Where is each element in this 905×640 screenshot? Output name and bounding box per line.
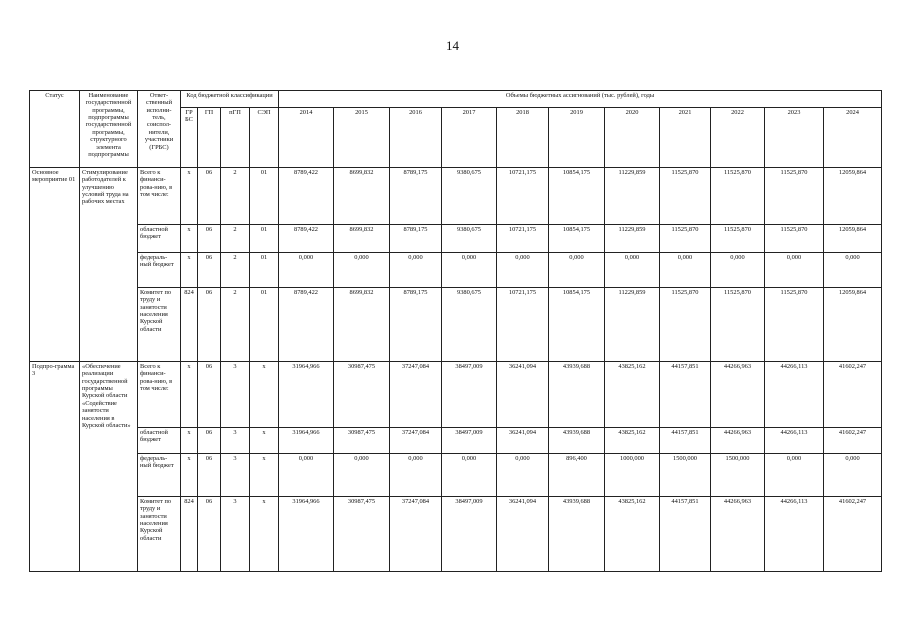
value-cell: 9380,675	[442, 225, 497, 253]
header-code-grbs: ГР БС	[181, 108, 198, 168]
value-cell: 8789,422	[279, 288, 334, 362]
value-cell: 11525,870	[660, 168, 711, 225]
value-cell: 0,000	[442, 454, 497, 497]
code-cell: 2	[221, 288, 250, 362]
value-cell: 11229,859	[605, 288, 660, 362]
value-cell: 43825,162	[605, 428, 660, 454]
value-cell: 41602,247	[824, 362, 882, 428]
value-cell: 37247,084	[390, 428, 442, 454]
code-cell: х	[250, 362, 279, 428]
value-cell: 0,000	[549, 253, 605, 288]
row-executor: Комитет по труду и занятости населения Курской области	[138, 497, 181, 572]
code-cell: х	[250, 428, 279, 454]
value-cell: 44266,113	[765, 497, 824, 572]
code-cell: 3	[221, 497, 250, 572]
code-cell: 06	[198, 497, 221, 572]
value-cell: 38497,009	[442, 497, 497, 572]
value-cell: 0,000	[711, 253, 765, 288]
value-cell: 11229,859	[605, 168, 660, 225]
table-row	[30, 362, 882, 428]
value-cell: 30987,475	[334, 497, 390, 572]
value-cell: 44266,113	[765, 428, 824, 454]
value-cell: 11525,870	[711, 168, 765, 225]
value-cell: 36241,094	[497, 362, 549, 428]
header-code-pgp: пГП	[221, 108, 250, 168]
value-cell: 0,000	[605, 253, 660, 288]
code-cell: 06	[198, 288, 221, 362]
value-cell: 0,000	[334, 454, 390, 497]
value-cell: 44266,113	[765, 362, 824, 428]
code-cell: х	[181, 362, 198, 428]
code-cell: 824	[181, 288, 198, 362]
value-cell: 12059,864	[824, 225, 882, 253]
code-cell: 06	[198, 362, 221, 428]
table-row	[30, 454, 882, 497]
code-cell: 06	[198, 428, 221, 454]
value-cell: 43939,688	[549, 497, 605, 572]
value-cell: 0,000	[765, 253, 824, 288]
code-cell: 2	[221, 168, 250, 225]
value-cell: 8699,832	[334, 225, 390, 253]
header-code-sep: СЭП	[250, 108, 279, 168]
code-cell: 824	[181, 497, 198, 572]
code-cell: 01	[250, 288, 279, 362]
value-cell: 43939,688	[549, 428, 605, 454]
value-cell: 44266,963	[711, 362, 765, 428]
value-cell: 12059,864	[824, 168, 882, 225]
header-year: 2014	[279, 108, 334, 168]
value-cell: 8789,422	[279, 225, 334, 253]
row-executor: Комитет по труду и занятости населения Курской области	[138, 288, 181, 362]
value-cell: 11525,870	[711, 288, 765, 362]
code-cell: х	[181, 454, 198, 497]
value-cell: 8789,422	[279, 168, 334, 225]
code-cell: х	[181, 225, 198, 253]
header-year: 2024	[824, 108, 882, 168]
row-executor: федераль-ный бюджет	[138, 454, 181, 497]
value-cell: 44266,963	[711, 428, 765, 454]
value-cell: 0,000	[765, 454, 824, 497]
value-cell: 0,000	[824, 454, 882, 497]
value-cell: 9380,675	[442, 288, 497, 362]
header-volumes: Объемы бюджетных ассигнований (тыс. рублей), годы	[279, 91, 882, 108]
table-row	[30, 288, 882, 362]
value-cell: 41602,247	[824, 428, 882, 454]
table-row	[30, 225, 882, 253]
code-cell: х	[250, 497, 279, 572]
code-cell: 3	[221, 362, 250, 428]
header-year: 2021	[660, 108, 711, 168]
value-cell: 9380,675	[442, 168, 497, 225]
value-cell: 0,000	[279, 253, 334, 288]
value-cell: 11525,870	[660, 288, 711, 362]
value-cell: 8789,175	[390, 288, 442, 362]
header-year: 2015	[334, 108, 390, 168]
code-cell: х	[181, 168, 198, 225]
value-cell: 0,000	[334, 253, 390, 288]
value-cell: 31964,966	[279, 428, 334, 454]
header-year: 2017	[442, 108, 497, 168]
header-year: 2019	[549, 108, 605, 168]
value-cell: 44157,851	[660, 428, 711, 454]
budget-table	[29, 90, 882, 572]
header-code-group: Код бюджетной классификации	[181, 91, 279, 108]
header-status: Статус	[30, 91, 80, 168]
value-cell: 8789,175	[390, 225, 442, 253]
code-cell: 2	[221, 225, 250, 253]
row-executor: областной бюджет	[138, 428, 181, 454]
value-cell: 11229,859	[605, 225, 660, 253]
value-cell: 30987,475	[334, 362, 390, 428]
value-cell: 36241,094	[497, 497, 549, 572]
block-status: Основное мероприятие 01	[30, 168, 80, 362]
code-cell: 06	[198, 454, 221, 497]
value-cell: 8789,175	[390, 168, 442, 225]
block-status: Подпро-грамма 3	[30, 362, 80, 572]
row-executor: федераль-ный бюджет	[138, 253, 181, 288]
header-year: 2020	[605, 108, 660, 168]
value-cell: 11525,870	[765, 168, 824, 225]
row-executor: Всего к финанси-рова-нию, в том числе:	[138, 362, 181, 428]
value-cell: 10721,175	[497, 288, 549, 362]
block-name: «Обеспечение реализации государственной программы Курской области «Содействие занятости населения в Курской области»	[80, 362, 138, 572]
header-year: 2022	[711, 108, 765, 168]
value-cell: 11525,870	[765, 225, 824, 253]
value-cell: 0,000	[824, 253, 882, 288]
header-year: 2016	[390, 108, 442, 168]
value-cell: 44157,851	[660, 362, 711, 428]
row-executor: областной бюджет	[138, 225, 181, 253]
value-cell: 37247,084	[390, 497, 442, 572]
code-cell: 06	[198, 253, 221, 288]
value-cell: 0,000	[497, 454, 549, 497]
code-cell: 01	[250, 225, 279, 253]
value-cell: 31964,966	[279, 497, 334, 572]
code-cell: 3	[221, 428, 250, 454]
code-cell: 01	[250, 253, 279, 288]
header-year: 2023	[765, 108, 824, 168]
table-row	[30, 168, 882, 225]
value-cell: 0,000	[279, 454, 334, 497]
value-cell: 37247,084	[390, 362, 442, 428]
block-name: Стимулирование работодателей к улучшению условий труда на рабочих местах	[80, 168, 138, 362]
value-cell: 10854,175	[549, 288, 605, 362]
value-cell: 36241,094	[497, 428, 549, 454]
value-cell: 43825,162	[605, 362, 660, 428]
value-cell: 44266,963	[711, 497, 765, 572]
value-cell: 44157,851	[660, 497, 711, 572]
value-cell: 0,000	[497, 253, 549, 288]
code-cell: 2	[221, 253, 250, 288]
code-cell: 06	[198, 225, 221, 253]
value-cell: 30987,475	[334, 428, 390, 454]
header-name: Наименование государственной программы, подпрограммы государственной программы, структурного элемента подпрограммы	[80, 91, 138, 168]
value-cell: 0,000	[442, 253, 497, 288]
value-cell: 10721,175	[497, 225, 549, 253]
value-cell: 38497,009	[442, 362, 497, 428]
value-cell: 1000,000	[605, 454, 660, 497]
value-cell: 10854,175	[549, 168, 605, 225]
code-cell: х	[181, 428, 198, 454]
table-row	[30, 253, 882, 288]
value-cell: 10721,175	[497, 168, 549, 225]
header-code-gp: ГП	[198, 108, 221, 168]
value-cell: 11525,870	[711, 225, 765, 253]
value-cell: 43825,162	[605, 497, 660, 572]
code-cell: 01	[250, 168, 279, 225]
row-executor: Всего к финанси-рова-нию, в том числе:	[138, 168, 181, 225]
value-cell: 8699,832	[334, 168, 390, 225]
value-cell: 38497,009	[442, 428, 497, 454]
table-row	[30, 428, 882, 454]
value-cell: 12059,864	[824, 288, 882, 362]
value-cell: 1500,000	[660, 454, 711, 497]
code-cell: 06	[198, 168, 221, 225]
page-number: 14	[446, 38, 459, 53]
header-year: 2018	[497, 108, 549, 168]
value-cell: 896,400	[549, 454, 605, 497]
value-cell: 0,000	[660, 253, 711, 288]
value-cell: 10854,175	[549, 225, 605, 253]
value-cell: 43939,688	[549, 362, 605, 428]
code-cell: х	[250, 454, 279, 497]
header-executor: Ответ-ственный исполни-тель, соиспол-нители, участники (ГРБС)	[138, 91, 181, 168]
value-cell: 0,000	[390, 454, 442, 497]
value-cell: 0,000	[390, 253, 442, 288]
value-cell: 41602,247	[824, 497, 882, 572]
table-row	[30, 497, 882, 572]
value-cell: 31964,966	[279, 362, 334, 428]
code-cell: х	[181, 253, 198, 288]
value-cell: 1500,000	[711, 454, 765, 497]
value-cell: 8699,832	[334, 288, 390, 362]
code-cell: 3	[221, 454, 250, 497]
value-cell: 11525,870	[660, 225, 711, 253]
value-cell: 11525,870	[765, 288, 824, 362]
